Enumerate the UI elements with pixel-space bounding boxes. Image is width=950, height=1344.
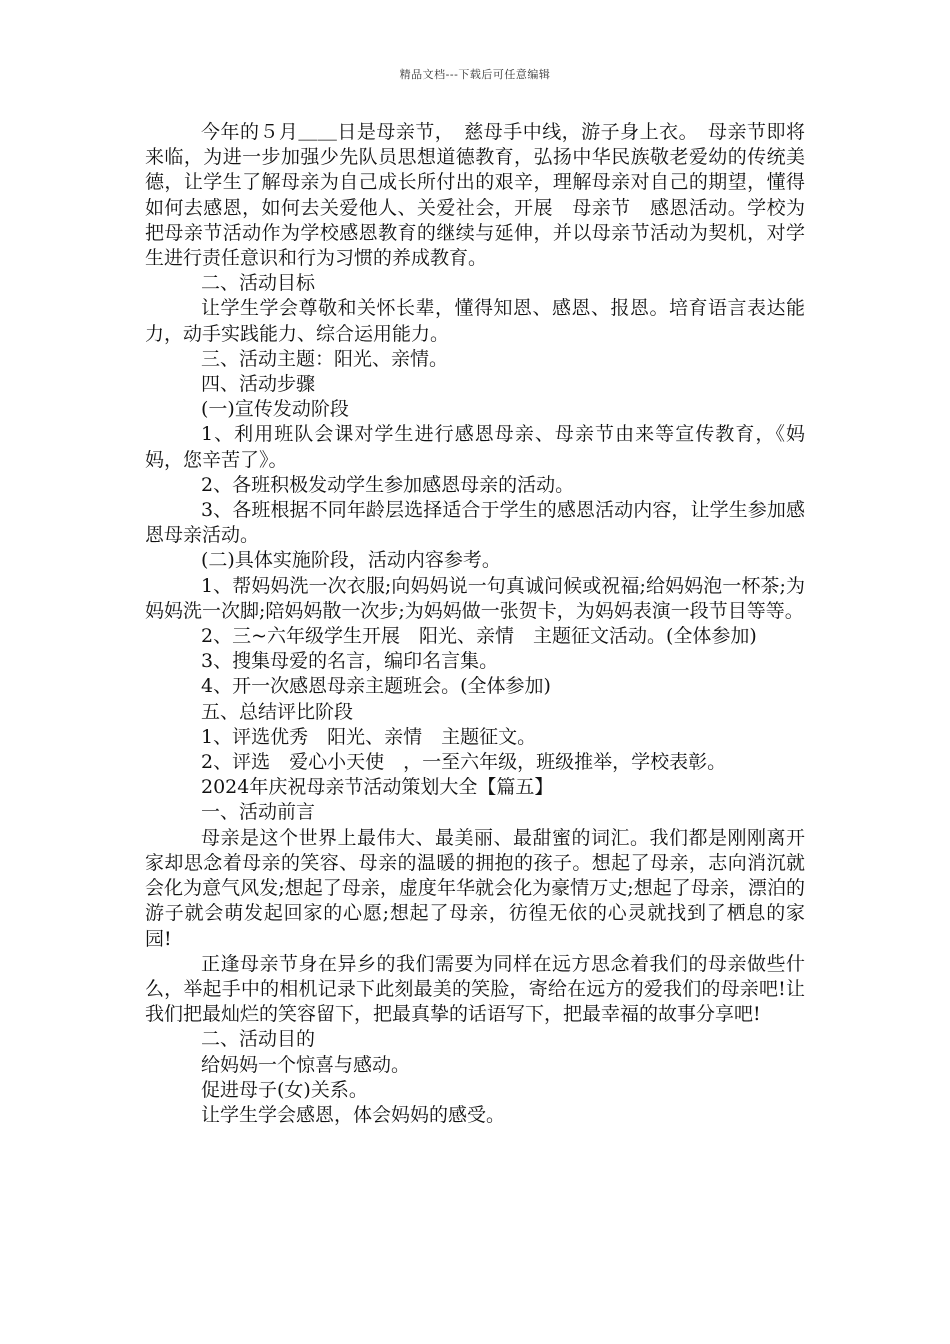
document-body	[145, 120, 805, 1128]
list-item: 2、三~六年级学生开展 阳光、亲情 主题征文活动。(全体参加)	[201, 625, 757, 648]
preface-paragraph: 正逢母亲节身在异乡的我们需要为同样在远方思念着我们的母亲做些什么，举起手中的相机记录下此刻最美的笑脸，寄给在远方的爱我们的母亲吧!让我们把最灿烂的笑容留下，把最真挚的话语写下，把最幸福的故事分享吧!	[145, 952, 805, 1026]
section-heading-preface: 一、活动前言	[201, 801, 316, 824]
list-item: 1、评选优秀 阳光、亲情 主题征文。	[201, 725, 537, 748]
article-title: 2024年庆祝母亲节活动策划大全【篇五】	[201, 776, 554, 799]
section-heading-goals: 二、活动目标	[201, 272, 316, 295]
subsection-heading-implementation: (二)具体实施阶段，活动内容参考。	[201, 549, 501, 572]
list-item: 3、各班根据不同年龄层选择适合于学生的感恩活动内容，让学生参加感恩母亲活动。	[145, 499, 805, 547]
page-header: 精品文档---下载后可任意编辑	[399, 68, 551, 81]
list-item: 1、利用班队会课对学生进行感恩母亲、母亲节由来等宣传教育，《妈妈，您辛苦了》。	[145, 423, 805, 471]
section-heading-purpose: 二、活动目的	[201, 1028, 316, 1051]
list-item: 2、各班积极发动学生参加感恩母亲的活动。	[201, 473, 575, 496]
section-heading-summary: 五、总结评比阶段	[201, 700, 354, 723]
intro-paragraph: 今年的５月＿＿日是母亲节， 慈母手中线，游子身上衣。 母亲节即将来临，为进一步加强少先队员思想道德教育，弘扬中华民族敬老爱幼的传统美德，让学生了解母亲为自己成长所付出的艰辛，理解母亲对自己的期望，懂得如何去感恩，如何去关爱他人、关爱社会，开展 母亲节 感恩活动。学校为把母亲节活动作为学校感恩教育的继续与延伸，并以母亲节活动为契机，对学生进行责任意识和行为习惯的养成教育。	[145, 121, 805, 270]
subsection-heading-publicity: (一)宣传发动阶段	[201, 398, 349, 421]
list-item: 4、开一次感恩母亲主题班会。(全体参加)	[201, 675, 551, 698]
list-item: 3、搜集母爱的名言，编印名言集。	[201, 650, 499, 673]
purpose-item: 让学生学会感恩，体会妈妈的感受。	[201, 1103, 506, 1126]
preface-paragraph: 母亲是这个世界上最伟大、最美丽、最甜蜜的词汇。我们都是刚刚离开家却思念着母亲的笑容、母亲的温暖的拥抱的孩子。想起了母亲，志向消沉就会化为意气风发;想起了母亲，虚度年华就会化为豪情万丈;想起了母亲，漂泊的游子就会萌发起回家的心愿;想起了母亲，彷徨无依的心灵就找到了栖息的家园!	[145, 826, 805, 950]
section-heading-theme: 三、活动主题：阳光、亲情。	[201, 347, 449, 370]
list-item: 2、评选 爱心小天使 ，一至六年级，班级推举，学校表彰。	[201, 751, 727, 774]
purpose-item: 促进母子(女)关系。	[201, 1078, 368, 1101]
purpose-item: 给妈妈一个惊喜与感动。	[201, 1053, 411, 1076]
list-item: 1、帮妈妈洗一次衣服;向妈妈说一句真诚问候或祝福;给妈妈泡一杯茶;为妈妈洗一次脚;陪妈妈散一次步;为妈妈做一张贺卡，为妈妈表演一段节目等等。	[145, 574, 805, 622]
section-heading-steps: 四、活动步骤	[201, 373, 316, 396]
goals-paragraph: 让学生学会尊敬和关怀长辈，懂得知恩、感恩、报恩。培育语言表达能力，动手实践能力、综合运用能力。	[145, 297, 805, 345]
